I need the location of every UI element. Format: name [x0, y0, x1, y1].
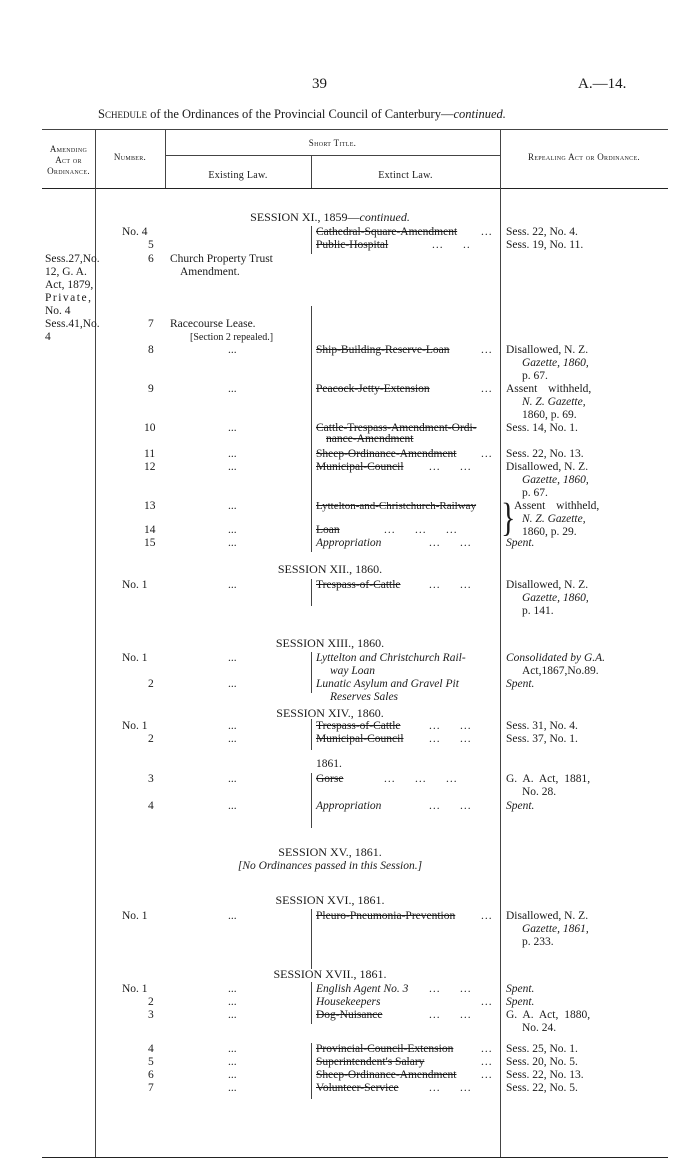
extinct-law: Municipal-Council: [316, 733, 404, 745]
repealing-act: Disallowed, N. Z.: [506, 579, 589, 591]
repealing-act: N. Z. Gazette,: [522, 396, 586, 408]
row-number: 2: [148, 678, 154, 690]
leader-dots: ...: [481, 1069, 493, 1081]
row-number: 9: [148, 383, 154, 395]
repealing-act: Spent.: [506, 996, 535, 1008]
leader-dots: ... ...: [429, 983, 472, 995]
extinct-divider: [311, 1043, 312, 1099]
row-number: 12: [144, 461, 156, 473]
leader-dots: ... ...: [429, 720, 472, 732]
extinct-law: Pleuro-Pneumonia-Prevention: [316, 910, 456, 922]
session-note: [No Ordinances passed in this Session.]: [237, 860, 423, 872]
repealing-act: Spent.: [506, 983, 535, 995]
row-number: No. 1: [122, 910, 148, 922]
existing-law: ...: [228, 910, 237, 922]
repealing-act: p. 141.: [522, 605, 554, 617]
existing-law: ...: [228, 422, 237, 434]
existing-law-note: [Section 2 repealed.]: [190, 332, 274, 343]
existing-law: ...: [228, 1009, 237, 1021]
leader-dots: ... ... ...: [384, 524, 458, 536]
existing-law: Amendment.: [180, 266, 240, 278]
extinct-law: Public-Hospital: [316, 239, 389, 251]
existing-law: ...: [228, 996, 237, 1008]
repealing-act: Disallowed, N. Z.: [506, 344, 589, 356]
header-short-title: Short Title.: [308, 138, 357, 148]
extinct-law: Peacock-Jetty-Extension: [316, 383, 430, 395]
existing-law: ...: [228, 579, 237, 591]
row-number: 5: [148, 1056, 154, 1068]
repealing-act: Act,1867,No.89.: [522, 665, 599, 677]
header-amending: Amending Act or Ordinance.: [47, 144, 90, 176]
extinct-law: Cathedral-Square-Amendment: [316, 226, 458, 238]
repealing-act: Sess. 22, No. 4.: [506, 226, 578, 238]
existing-law: ...: [228, 344, 237, 356]
extinct-law: Trespass-of-Cattle: [316, 579, 401, 591]
repealing-act: Sess. 19, No. 11.: [506, 239, 584, 251]
leader-dots: ...: [481, 383, 493, 395]
repealing-act: Sess. 22, No. 13.: [506, 448, 584, 460]
existing-law: ...: [228, 720, 237, 732]
session-heading-xiii: SESSION XIII., 1860.: [275, 636, 385, 650]
existing-law: ...: [228, 1056, 237, 1068]
row-number: 4: [148, 1043, 154, 1055]
row-number: 3: [148, 773, 154, 785]
row-number: No. 1: [122, 652, 148, 664]
extinct-law: Reserves Sales: [330, 691, 399, 703]
row-number: 6: [148, 1069, 154, 1081]
extinct-law: Lyttelton and Christchurch Rail-: [316, 652, 466, 664]
extinct-divider: [311, 982, 312, 1024]
extinct-divider: [311, 579, 312, 606]
existing-law: ...: [228, 524, 237, 536]
existing-law: Racecourse Lease.: [170, 318, 256, 330]
page-code: A.—14.: [578, 76, 627, 92]
extinct-law: Housekeepers: [316, 996, 381, 1008]
row-number: No. 1: [122, 579, 148, 591]
repealing-act: Gazette, 1861,: [522, 923, 589, 935]
repealing-act: Disallowed, N. Z.: [506, 910, 589, 922]
extinct-law: Cattle-Trespass-Amendment-Ordi-: [316, 422, 477, 434]
leader-dots: ... ...: [429, 733, 472, 745]
repealing-act: 1860, p. 69.: [522, 409, 577, 421]
row-number: 2: [148, 733, 154, 745]
repealing-act: Disallowed, N. Z.: [506, 461, 589, 473]
leader-dots: ...: [481, 344, 493, 356]
existing-law: ...: [228, 1043, 237, 1055]
table-bottom-rule: [42, 1157, 668, 1158]
page-number: 39: [312, 76, 327, 92]
header-top-rule: [42, 129, 668, 130]
header-repealing: Repealing Act or Ordinance.: [528, 152, 640, 162]
row-number: 11: [144, 448, 156, 460]
session-heading-xiv: SESSION XIV., 1860.: [276, 706, 384, 720]
row-number: 10: [144, 422, 156, 434]
repealing-act: Sess. 31, No. 4.: [506, 720, 578, 732]
leader-dots: ... ...: [429, 1009, 472, 1021]
header-extinct-law: Extinct Law.: [378, 170, 433, 181]
year-subheading: 1861.: [316, 758, 342, 770]
row-number: No. 4: [122, 226, 148, 238]
existing-law: ...: [228, 773, 237, 785]
repealing-act: Spent.: [506, 800, 535, 812]
header-bottom-rule: [42, 188, 668, 189]
extinct-divider: [311, 652, 312, 693]
extinct-law: Appropriation: [316, 800, 382, 812]
schedule-title-main: of the Ordinances of the Provincial Council of Canterbury—: [146, 107, 454, 121]
repealing-act: 1860, p. 29.: [522, 526, 577, 538]
session-heading-xvii: SESSION XVII., 1861.: [273, 967, 387, 981]
leader-dots: ...: [481, 1056, 493, 1068]
amending-act: 4: [45, 331, 51, 343]
session-heading-xvi: SESSION XVI., 1861.: [275, 893, 385, 907]
extinct-law: Municipal-Council: [316, 461, 404, 473]
repealing-act: p. 233.: [522, 936, 554, 948]
existing-law: Church Property Trust: [170, 253, 273, 265]
repealing-act: N. Z. Gazette,: [522, 513, 586, 525]
schedule-title: [98, 107, 506, 122]
row-number: 15: [144, 537, 156, 549]
existing-law: ...: [228, 733, 237, 745]
row-number: 3: [148, 1009, 154, 1021]
row-number: 4: [148, 800, 154, 812]
amending-act: 12, G. A.: [45, 266, 87, 278]
schedule-continued: continued.: [453, 107, 506, 121]
repealing-act: Sess. 25, No. 1.: [506, 1043, 578, 1055]
row-number: 14: [144, 524, 156, 536]
repealing-act: Spent.: [506, 537, 535, 549]
extinct-law: Ship-Building-Reserve-Loan: [316, 344, 450, 356]
repealing-act: G. A. Act, 1880,: [506, 1009, 591, 1021]
leader-dots: ...: [481, 910, 493, 922]
leader-dots: ... ...: [429, 579, 472, 591]
existing-law: ...: [228, 1082, 237, 1094]
extinct-law: Gorse: [316, 773, 344, 785]
repealing-act: Sess. 22, No. 5.: [506, 1082, 578, 1094]
row-number: 7: [148, 1082, 154, 1094]
existing-law: ...: [228, 800, 237, 812]
leader-dots: ... ...: [429, 800, 472, 812]
amending-act: Act, 1879,: [45, 279, 94, 291]
leader-dots: ...: [481, 226, 493, 238]
amending-act: Private,: [45, 292, 93, 304]
leader-dots: ...: [481, 1043, 493, 1055]
existing-law: ...: [228, 678, 237, 690]
extinct-law: Sheep-Ordinance-Amendment: [316, 1069, 457, 1081]
repealing-act: Gazette, 1860,: [522, 592, 589, 604]
amending-act: No. 4: [45, 305, 71, 317]
repealing-act: Sess. 14, No. 1.: [506, 422, 578, 434]
brace-icon: }: [501, 495, 516, 540]
extinct-law: way Loan: [330, 665, 376, 677]
extinct-divider: [311, 909, 312, 969]
leader-dots: ...: [481, 448, 493, 460]
repealing-act: Gazette, 1860,: [522, 357, 589, 369]
repealing-act: G. A. Act, 1881,: [506, 773, 591, 785]
extinct-law: Lunatic Asylum and Gravel Pit: [316, 678, 459, 690]
amending-act: Sess.27,No.: [45, 253, 100, 265]
existing-law: ...: [228, 537, 237, 549]
existing-law: ...: [228, 448, 237, 460]
repealing-act: Gazette, 1860,: [522, 474, 589, 486]
existing-law: ...: [228, 652, 237, 664]
extinct-divider: [311, 719, 312, 750]
leader-dots: ... ... ...: [384, 773, 458, 785]
extinct-law: Dog-Nuisance: [316, 1009, 383, 1021]
leader-dots: ... ..: [432, 239, 471, 251]
existing-law: ...: [228, 500, 237, 512]
repealing-act: Consolidated by G.A.: [506, 652, 606, 664]
repealing-act: Assent withheld,: [514, 500, 600, 512]
repealing-act: p. 67.: [522, 370, 548, 382]
session-heading-xi: SESSION XI., 1859—continued.: [250, 210, 410, 224]
existing-law: ...: [228, 983, 237, 995]
repealing-act: No. 24.: [522, 1022, 557, 1034]
row-number: 2: [148, 996, 154, 1008]
extinct-law: English Agent No. 3: [316, 983, 409, 995]
row-number: 7: [148, 318, 154, 330]
repealing-act: p. 67.: [522, 487, 548, 499]
extinct-law: Appropriation: [316, 537, 382, 549]
extinct-law: Volunteer-Service: [316, 1082, 399, 1094]
leader-dots: ... ...: [429, 537, 472, 549]
header-number: Number.: [113, 152, 147, 162]
repealing-act: No. 28.: [522, 786, 557, 798]
leader-dots: ... ...: [429, 461, 472, 473]
extinct-law: Provincial-Council-Extension: [316, 1043, 454, 1055]
row-number: No. 1: [122, 983, 148, 995]
existing-law: ...: [228, 1069, 237, 1081]
repealing-act: Spent.: [506, 678, 535, 690]
existing-law: ...: [228, 461, 237, 473]
extinct-law: nance-Amendment: [326, 433, 414, 445]
extinct-divider: [311, 226, 312, 254]
session-heading-xv: SESSION XV., 1861.: [278, 845, 382, 859]
repealing-act: Sess. 37, No. 1.: [506, 733, 578, 745]
extinct-law: Sheep-Ordinance-Amendment: [316, 448, 457, 460]
repealing-act: Assent withheld,: [506, 383, 592, 395]
existing-law: ...: [228, 383, 237, 395]
col-divider-4: [500, 129, 501, 1158]
session-heading-xii: SESSION XII., 1860.: [277, 562, 383, 576]
extinct-divider: [311, 773, 312, 828]
extinct-law: Superintendent's Salary: [316, 1056, 425, 1068]
header-mid-rule: [165, 155, 500, 156]
row-number: 8: [148, 344, 154, 356]
row-number: No. 1: [122, 720, 148, 732]
extinct-divider: [311, 306, 312, 552]
repealing-act: Sess. 22, No. 13.: [506, 1069, 584, 1081]
leader-dots: ... ...: [429, 1082, 472, 1094]
extinct-law: Trespass-of-Cattle: [316, 720, 401, 732]
row-number: 5: [148, 239, 154, 251]
schedule-word: Schedule: [98, 107, 147, 121]
repealing-act: Sess. 20, No. 5.: [506, 1056, 578, 1068]
amending-act: Sess.41,No.: [45, 318, 100, 330]
extinct-law: Lyttelton-and-Christchurch-Railway: [316, 500, 477, 512]
header-existing-law: Existing Law.: [208, 170, 268, 181]
leader-dots: ...: [481, 996, 493, 1008]
row-number: 6: [148, 253, 154, 265]
extinct-law: Loan: [316, 524, 340, 536]
col-divider-1: [95, 129, 96, 1158]
row-number: 13: [144, 500, 156, 512]
